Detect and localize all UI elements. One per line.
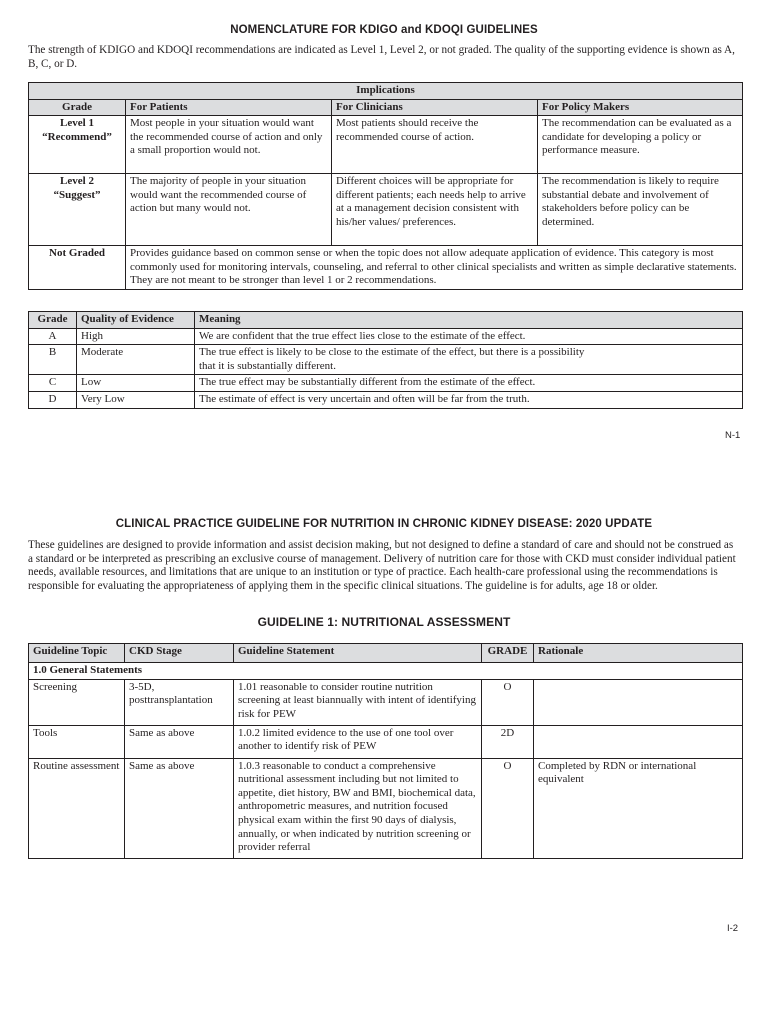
evidence-column-headers (29, 312, 743, 329)
section2-title: CLINICAL PRACTICE GUIDELINE FOR NUTRITION IN CHRONIC KIDNEY DISEASE: 2020 UPDATE (115, 518, 653, 530)
evidence-quality: Moderate (77, 345, 195, 375)
guideline-table (28, 643, 743, 859)
guideline-topic: Routine assessment (29, 758, 125, 858)
guideline-rationale: Completed by RDN or international equivalent (534, 758, 743, 858)
evidence-row (29, 391, 743, 408)
guideline-grade: O (482, 679, 534, 725)
col-for-patients: For Patients (126, 99, 332, 116)
implications-header: Implications (29, 83, 743, 100)
evidence-meaning-line: that it is substantially different. (199, 359, 336, 372)
guideline-statement: 1.0.3 reasonable to conduct a comprehensive nutritional assessment including but not limited to appetite, diet history, BW and BMI, biochemical data, anthropometric measures, and nutrition focused physical exam within the first 90 days of dialysis, annually, or when indicated by nutrition screening or provider referral (234, 758, 482, 858)
evidence-grade: B (29, 345, 77, 375)
evidence-quality: Very Low (77, 391, 195, 408)
col-grade: Grade (29, 99, 126, 116)
level1-patients: Most people in your situation would want the recommended course of action and only a small proportion would not. (126, 116, 332, 174)
evidence-quality: Low (77, 375, 195, 392)
guideline-topic: Tools (29, 725, 125, 758)
not-graded-label: Not Graded (29, 246, 126, 290)
guideline-statement: 1.0.2 limited evidence to the use of one tool over another to identify risk of PEW (234, 725, 482, 758)
page-number-n1: N-1 (725, 430, 741, 441)
guideline1-title: GUIDELINE 1: NUTRITIONAL ASSESSMENT (257, 615, 511, 629)
section2-intro: These guidelines are designed to provide information and assist decision making, but not designed to define a standard of care and should not be construed as a standard or be interpreted as prescribing an exclusive course of management. Delivery of nutrition care for those with CKD must consider individual patient needs, available resources, and limitations that are unique to an institution or type of practice. Each health-care professional using the recommendations is responsible for evaluating the appropriateness of applying them in the specific clinical situations. The guideline is for adults, age 18 or older. (28, 539, 736, 592)
col-for-clinicians: For Clinicians (332, 99, 538, 116)
guideline-stage: Same as above (125, 758, 234, 858)
guideline-rationale (534, 725, 743, 758)
group-row (29, 663, 743, 680)
guideline-row-tools (29, 725, 743, 758)
level2-row (29, 174, 743, 246)
strength-table (28, 82, 743, 290)
level1-grade (29, 116, 126, 174)
level2-label: Level 2 (60, 175, 94, 188)
level2-keyword: “Suggest” (53, 188, 101, 201)
level1-label: Level 1 (60, 117, 94, 130)
page-number-i2: I-2 (727, 923, 739, 934)
section1-intro: The strength of KDIGO and KDOQI recommendations are indicated as Level 1, Level 2, or not graded. The quality of the supporting evidence is shown as A, B, C, or D. (28, 44, 735, 70)
level1-keyword: “Recommend” (42, 130, 112, 143)
evidence-row (29, 345, 743, 375)
strength-column-headers (29, 99, 743, 116)
not-graded-text: Provides guidance based on common sense or when the topic does not allow adequate application of evidence. This category is most commonly used for monitoring intervals, counseling, and referral to other clinical specialists and written as simple declarative statements. They are not meant to be stronger than level 1 or 2 recommendations. (126, 246, 743, 290)
guideline-row-routine-assessment (29, 758, 743, 858)
evidence-quality: High (77, 328, 195, 345)
col-guideline-statement: Guideline Statement (234, 644, 482, 663)
level2-policy: The recommendation is likely to require substantial debate and involvement of stakeholders before policy can be determined. (538, 174, 743, 246)
col-meaning: Meaning (195, 312, 743, 329)
level1-policy: The recommendation can be evaluated as a candidate for developing a policy or performance measure. (538, 116, 743, 174)
col-grade: GRADE (482, 644, 534, 663)
evidence-meaning: We are confident that the true effect lies close to the estimate of the effect. (195, 328, 743, 345)
guideline-grade: 2D (482, 725, 534, 758)
col-guideline-topic: Guideline Topic (29, 644, 125, 663)
guideline-stage: 3-5D, posttransplantation (125, 679, 234, 725)
col-for-policy-makers: For Policy Makers (538, 99, 743, 116)
col-evidence-grade: Grade (29, 312, 77, 329)
level2-patients: The majority of people in your situation would want the recommended course of action but many would not. (126, 174, 332, 246)
guideline-stage: Same as above (125, 725, 234, 758)
guideline-rationale (534, 679, 743, 725)
level2-grade (29, 174, 126, 246)
not-graded-row (29, 246, 743, 290)
general-statements-label: 1.0 General Statements (29, 663, 743, 680)
evidence-grade: C (29, 375, 77, 392)
evidence-meaning (195, 345, 743, 375)
col-rationale: Rationale (534, 644, 743, 663)
level1-row (29, 116, 743, 174)
evidence-grade: D (29, 391, 77, 408)
evidence-grade: A (29, 328, 77, 345)
guideline-statement: 1.01 reasonable to consider routine nutrition screening at least biannually with intent of identifying risk for PEW (234, 679, 482, 725)
implications-header-row (29, 83, 743, 100)
col-quality: Quality of Evidence (77, 312, 195, 329)
guideline-grade: O (482, 758, 534, 858)
level1-clinicians: Most patients should receive the recommended course of action. (332, 116, 538, 174)
evidence-table (28, 311, 743, 409)
level2-clinicians: Different choices will be appropriate for different patients; each needs help to arrive at a management decision consistent with his/her values/ preferences. (332, 174, 538, 246)
evidence-row (29, 328, 743, 345)
guideline-row-screening (29, 679, 743, 725)
evidence-row (29, 375, 743, 392)
evidence-meaning: The true effect may be substantially different from the estimate of the effect. (195, 375, 743, 392)
section1-title: NOMENCLATURE FOR KDIGO and KDOQI GUIDELINES (230, 24, 538, 36)
guideline-topic: Screening (29, 679, 125, 725)
guideline-column-headers (29, 644, 743, 663)
evidence-meaning: The estimate of effect is very uncertain and often will be far from the truth. (195, 391, 743, 408)
col-ckd-stage: CKD Stage (125, 644, 234, 663)
evidence-meaning-line: The true effect is likely to be close to the estimate of the effect, but there is a possibility (199, 346, 585, 359)
